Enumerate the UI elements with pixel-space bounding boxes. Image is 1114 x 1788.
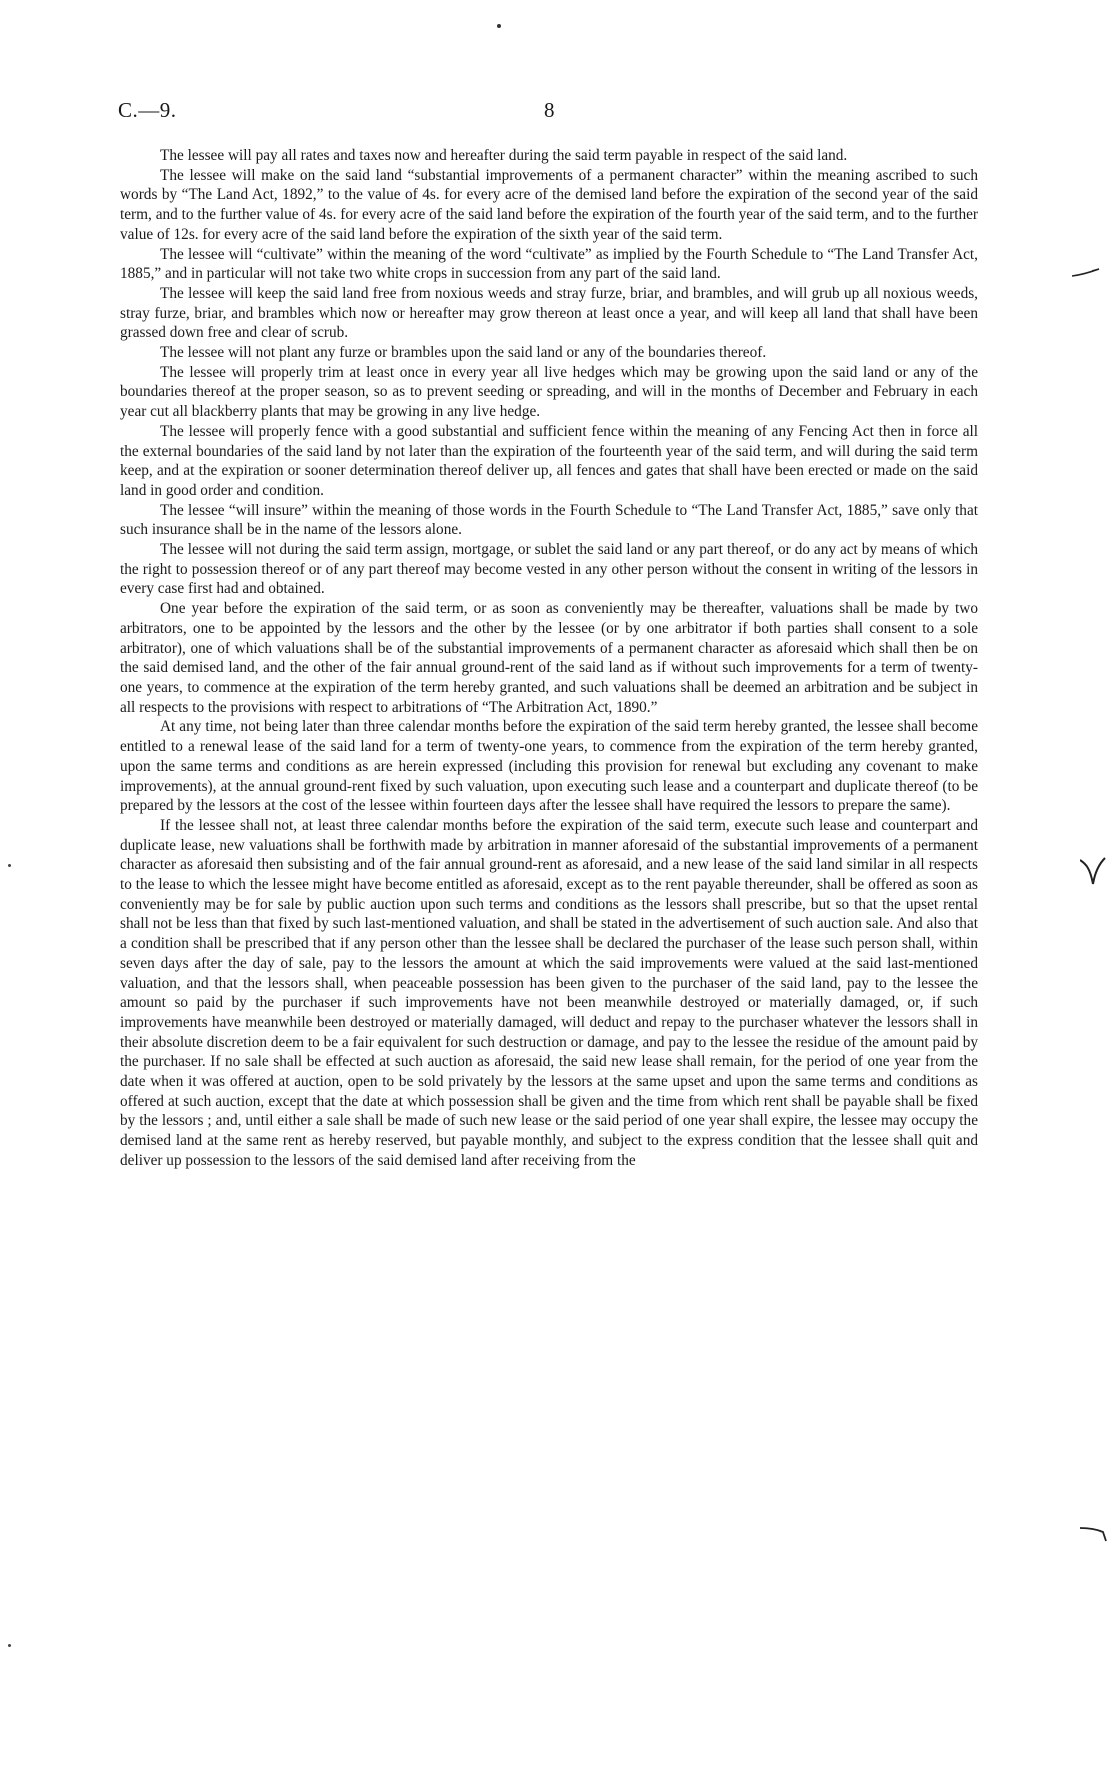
- paragraph: The lessee will “cultivate” within the meaning of the word “cultivate” as implied by the Fourth Schedule to “The Land Transfer Act, 1885,” and in particular will not take two white crops in succession from any part of the said land.: [120, 245, 978, 283]
- scan-speck: [8, 864, 11, 867]
- paragraph: The lessee “will insure” within the meaning of those words in the Fourth Schedule to “The Land Transfer Act, 1885,” save only that such insurance shall be in the name of the lessors alone.: [120, 501, 978, 539]
- scan-speck: [497, 24, 501, 28]
- paragraph: The lessee will keep the said land free from noxious weeds and stray furze, briar, and brambles, and will grub up all noxious weeds, stray furze, briar, and brambles which now or hereafter may grow thereon at least once a year, and will keep all land that shall have been grassed down free and clear of scrub.: [120, 284, 978, 342]
- page-number: 8: [544, 98, 555, 122]
- paragraph: If the lessee shall not, at least three calendar months before the expiration of the said term, execute such lease and counterpart and duplicate lease, new valuations shall be forthwith made by arbitration in manner aforesaid of the substantial improvements of a permanent character as aforesaid then subsisting and of the fair annual ground-rent as aforesaid, and a new lease of the said land similar in all respects to the lease to which the lessee might have become entitled as aforesaid, except as to the rent payable thereunder, shall be offered as soon as conveniently may be for sale by public auction upon such terms and conditions as the lessors shall prescribe, but so that the upset rental shall not be less than that fixed by such last-mentioned valuation, and shall be stated in the advertisement of such auction sale. And also that a condition shall be prescribed that if any person other than the lessee shall be declared the purchaser of the lease such person shall, within seven days after the day of sale, pay to the lessors the amount at which the said improvements were valued at the said last-mentioned valuation, and that the lessors shall, when peaceable possession has been given to the purchaser of the said land, pay to the lessee the amount so paid by the purchaser if such improvements have not been meanwhile destroyed or materially damaged, or, if such improvements have meanwhile been destroyed or materially damaged, will deduct and repay to the purchaser whatever the lessors shall in their absolute discretion deem to be a fair equivalent for such destruction or damage, and pay to the lessee the residue of the amount paid by the purchaser. If no sale shall be effected at such auction as aforesaid, the said new lease shall remain, for the period of one year from the date when it was offered at auction, open to be sold privately by the lessors at the same upset and upon the same terms and conditions as offered at such auction, except that the date at which possession shall be given and the time from which rent shall be payable shall be fixed by the lessors ; and, until either a sale shall be made of such new lease or the said period of one year shall expire, the lessee may occupy the demised land at the same rent as hereby reserved, but payable monthly, and subject to the express condition that the lessee shall quit and deliver up possession to the lessors of the said demised land after receiving from the: [120, 816, 978, 1169]
- paragraph: The lessee will not plant any furze or brambles upon the said land or any of the boundaries thereof.: [160, 344, 767, 362]
- margin-tick-mark: [1080, 1522, 1108, 1542]
- paragraph: The lessee will pay all rates and taxes now and hereafter during the said term payable in respect of the said land.: [160, 147, 848, 164]
- paragraph: One year before the expiration of the said term, or as soon as conveniently may be thereafter, valuations shall be made by two arbitrators, one to be appointed by the lessors and the other by the lessee (or by one arbitrator if both parties shall consent to a sole arbitrator), one of which valuations shall be of the substantial improvements of a permanent character as aforesaid which shall then be on the said demised land, and the other of the fair annual ground-rent of the said land as if without such improvements for a term of twenty-one years, to commence at the expiration of the term hereby granted, and such valuations shall be deemed an arbitration and be subject in all respects to the provisions with respect to arbitrations of “The Arbitration Act, 1890.”: [120, 600, 978, 716]
- paragraph: The lessee will not during the said term assign, mortgage, or sublet the said land or any part thereof, or do any act by means of which the right to possession thereof or of any part thereof may become vested in any other person without the consent in writing of the lessors in every case first had and obtained.: [120, 541, 978, 598]
- paragraph: The lessee will properly fence with a good substantial and sufficient fence within the meaning of any Fencing Act then in force all the external boundaries of the said land by not later than the expiration of the fourteenth year of the said term, and will during the said term keep, and at the expiration or sooner determination thereof deliver up, all fences and gates that shall have been erected or made on the said land in good order and condition.: [120, 422, 978, 499]
- page-header: [118, 98, 996, 126]
- paragraph: The lessee will make on the said land “substantial improvements of a permanent character” within the meaning ascribed to such words by “The Land Act, 1892,” to the value of 4s. for every acre of the demised land before the expiration of the second year of the said term, and to the further value of 4s. for every acre of the said land before the expiration of the fourth year of the said term, and to the further value of 12s. for every acre of the said land before the expiration of the sixth year of the said term.: [120, 166, 978, 243]
- document-body: [120, 146, 978, 1171]
- document-reference: C.—9.: [118, 98, 177, 122]
- scan-speck: [8, 1644, 11, 1647]
- paragraph: The lessee will properly trim at least once in every year all live hedges which may be growing upon the said land or any of the boundaries thereof at the proper season, so as to prevent seeding or spreading, and will in the months of December and February in each year cut all blackberry plants that may be growing in any live hedge.: [120, 363, 978, 421]
- paragraph: At any time, not being later than three calendar months before the expiration of the said term hereby granted, the lessee shall become entitled to a renewal lease of the said land for a term of twenty-one years, to commence from the expiration of the term hereby granted, upon the same terms and conditions as are herein expressed (including this provision for renewal but excluding any covenant to make improvements), at the annual ground-rent fixed by such valuation, upon executing such lease and a counterpart and duplicate thereof (to be prepared by the lessors at the cost of the lessee within fourteen days after the lessee shall have required the lessors to prepare the same).: [120, 718, 978, 815]
- margin-tick-mark: [1080, 856, 1106, 886]
- margin-tick-mark: [1072, 268, 1100, 282]
